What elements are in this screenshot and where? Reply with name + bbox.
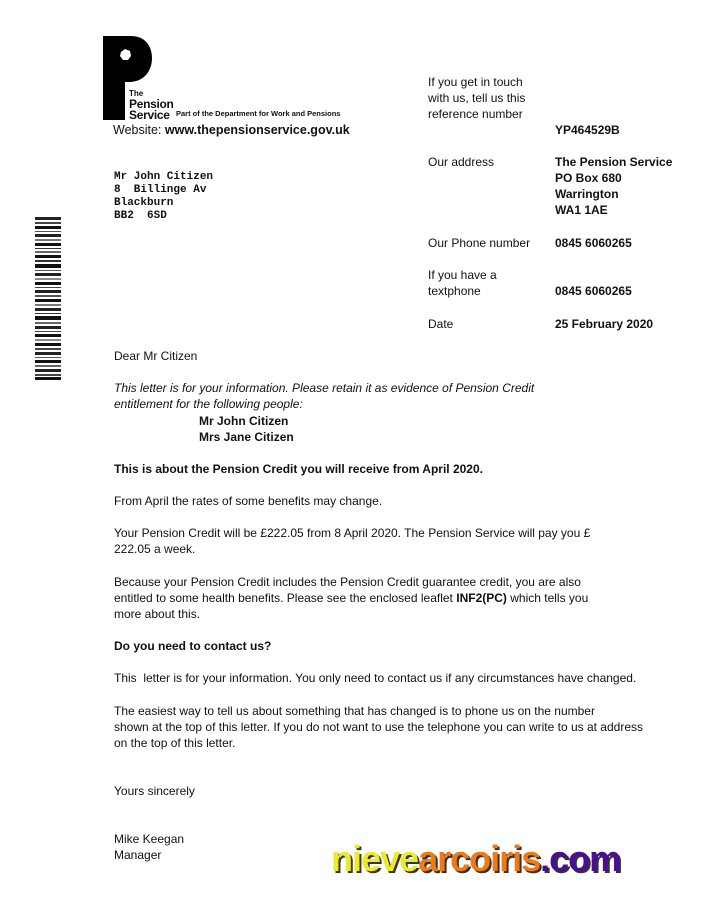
- reference-label-line: with us, tell us this: [428, 91, 526, 105]
- health-line: [114, 590, 588, 606]
- letter-subject: This is about the Pension Credit you will receive from April 2020.: [114, 462, 483, 476]
- reference-label: [428, 74, 525, 122]
- our-address: [555, 154, 672, 218]
- pension-service-logo: [103, 36, 173, 122]
- signatory-title: Manager: [114, 848, 162, 862]
- website-line: [113, 123, 350, 137]
- health-text: which tells you: [506, 591, 589, 605]
- logo-line-service: Service: [129, 108, 170, 122]
- health-benefits-paragraph: [114, 574, 588, 622]
- amount-paragraph: [114, 525, 590, 557]
- health-line: more about this.: [114, 607, 201, 621]
- logo-wordmark: [129, 88, 174, 121]
- intro-paragraph: [114, 380, 534, 412]
- watermark-part-com: .com: [540, 838, 621, 879]
- salutation: Dear Mr Citizen: [114, 349, 198, 363]
- textphone-label: [428, 267, 497, 299]
- recipient-address: [114, 171, 213, 223]
- entitled-person: Mrs Jane Citizen: [199, 430, 294, 444]
- our-address-line: WA1 1AE: [555, 203, 608, 217]
- date-label: Date: [428, 317, 454, 331]
- how-to-contact-line: shown at the top of this letter. If you do not want to use the telephone you can write to us at address: [114, 720, 643, 734]
- our-address-line: Warrington: [555, 187, 619, 201]
- textphone-label-line: If you have a: [428, 268, 497, 282]
- recipient-address-line2: Blackburn: [114, 197, 174, 209]
- logo-line-the: The: [129, 89, 144, 98]
- health-text: entitled to some health benefits. Please see the enclosed leaflet: [114, 591, 457, 605]
- watermark-part-nieve: nieve: [331, 838, 419, 879]
- reference-label-line: reference number: [428, 107, 523, 121]
- signatory-name: Mike Keegan: [114, 832, 185, 846]
- website-url[interactable]: www.thepensionservice.gov.uk: [164, 123, 350, 137]
- our-address-line: The Pension Service: [555, 155, 673, 169]
- logo-line-pension: Pension: [129, 97, 174, 111]
- intro-line: entitlement for the following people:: [114, 397, 303, 411]
- phone-number: 0845 6060265: [555, 236, 632, 250]
- contact-paragraph: This letter is for your information. You only need to contact us if any circumstances have changed.: [114, 671, 637, 685]
- leaflet-reference: INF2(PC): [456, 591, 507, 605]
- textphone-label-line: textphone: [428, 284, 481, 298]
- amount-line: 222.05 a week.: [114, 542, 196, 556]
- phone-label: Our Phone number: [428, 236, 531, 250]
- reference-number: YP464529B: [555, 123, 620, 137]
- reference-label-line: If you get in touch: [428, 75, 523, 89]
- our-address-line: PO Box 680: [555, 171, 622, 185]
- rates-paragraph: From April the rates of some benefits may change.: [114, 494, 383, 508]
- amount-line: Your Pension Credit will be £222.05 from 8 April 2020. The Pension Service will pay you £: [114, 526, 591, 540]
- our-address-label: Our address: [428, 155, 495, 169]
- barcode-icon: [35, 217, 61, 380]
- recipient-postcode: BB2 6SD: [114, 210, 167, 222]
- textphone-number: 0845 6060265: [555, 284, 632, 298]
- watermark-logo: [331, 838, 620, 880]
- health-line: Because your Pension Credit includes the Pension Credit guarantee credit, you are also: [114, 575, 581, 589]
- how-to-contact-line: on the top of this letter.: [114, 736, 236, 750]
- entitled-people-list: [199, 413, 294, 445]
- signatory: [114, 831, 184, 863]
- entitled-person: Mr John Citizen: [199, 414, 289, 428]
- recipient-name: Mr John Citizen: [114, 171, 214, 183]
- how-to-contact-line: The easiest way to tell us about something that has changed is to phone us on the number: [114, 704, 595, 718]
- letter-date: 25 February 2020: [555, 317, 654, 331]
- department-tagline: Part of the Department for Work and Pensions: [176, 109, 341, 118]
- closing: Yours sincerely: [114, 784, 195, 798]
- how-to-contact-paragraph: [114, 703, 643, 751]
- intro-line: This letter is for your information. Please retain it as evidence of Pension Credit: [114, 381, 535, 395]
- watermark-part-arcoiris: arcoiris: [418, 838, 541, 879]
- recipient-address-line1: 8 Billinge Av: [114, 184, 207, 196]
- website-label: Website:: [113, 123, 162, 137]
- contact-heading: Do you need to contact us?: [114, 639, 272, 653]
